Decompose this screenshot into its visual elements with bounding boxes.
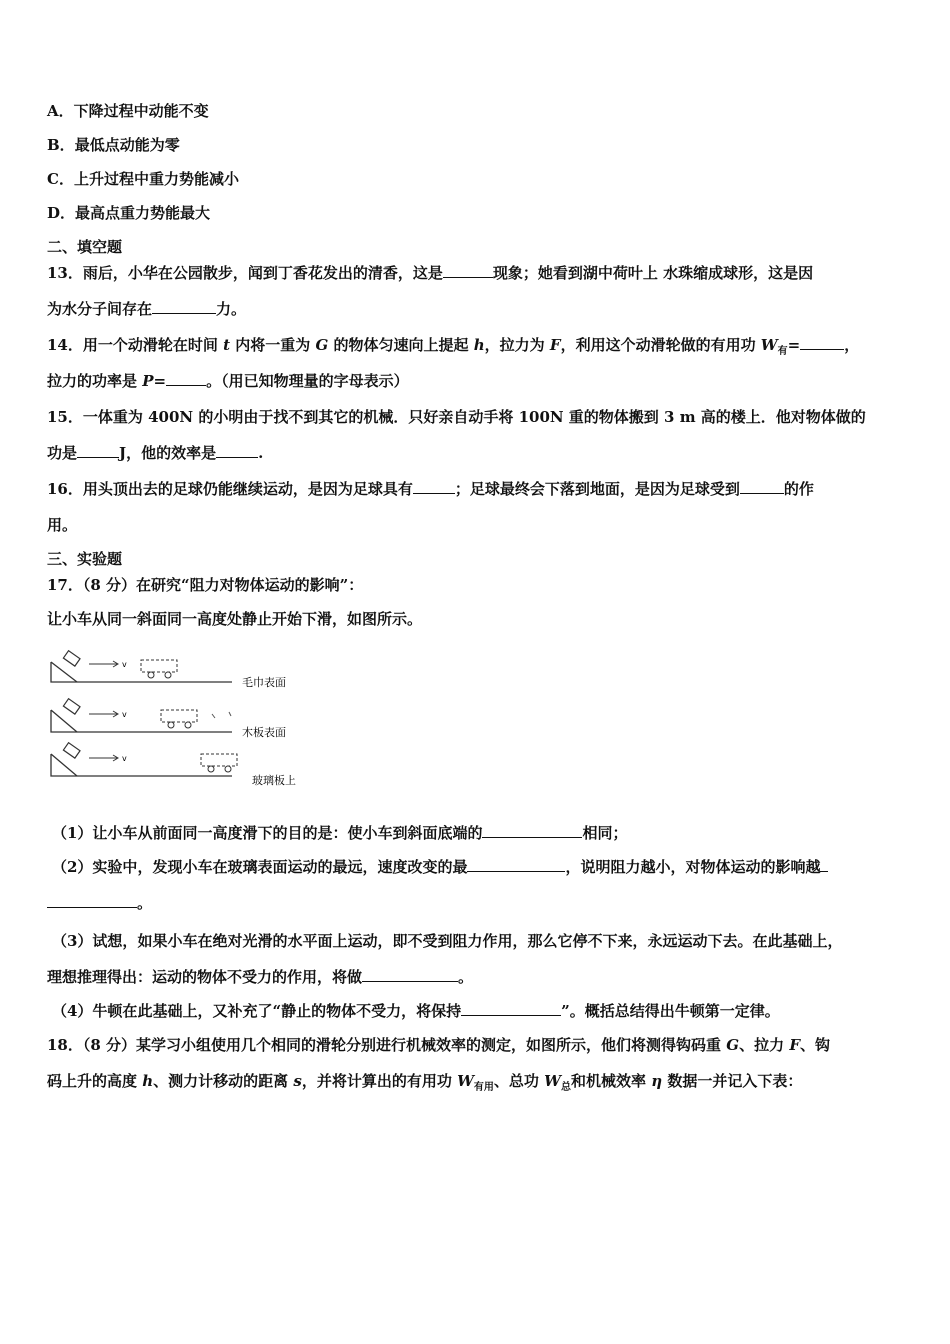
label-glass-surface: 玻璃板上	[252, 774, 296, 787]
cart-stop-position	[141, 660, 177, 672]
q17-blank2[interactable]	[467, 857, 565, 872]
q14-blank1[interactable]	[800, 335, 844, 350]
choice-b: B．最低点动能为零	[47, 136, 180, 154]
q17-blank3[interactable]	[47, 893, 137, 908]
cart-on-ramp	[63, 743, 80, 758]
q13-blank2[interactable]	[152, 299, 216, 314]
cart-on-ramp	[63, 651, 80, 666]
choice-c: C．上升过程中重力势能减小	[47, 170, 239, 188]
q16-blank1[interactable]	[413, 479, 455, 494]
q13-blank1[interactable]	[443, 263, 493, 278]
q17-blank3a[interactable]	[820, 857, 828, 872]
label-wood-surface: 木板表面	[242, 726, 286, 739]
q17-part2-cont: 。	[47, 892, 152, 914]
incline-experiment-figure	[47, 648, 327, 794]
section-experiment: 三、实验题	[47, 550, 123, 568]
section-fill-blank: 二、填空题	[47, 238, 123, 256]
q16-line2: 用。	[47, 516, 78, 534]
q17-blank5[interactable]	[461, 1001, 561, 1016]
velocity-label: v	[122, 710, 127, 719]
q16-blank2[interactable]	[740, 479, 784, 494]
setup-towel	[51, 651, 286, 689]
q18-line1: 18．（8 分）某学习小组使用几个相同的滑轮分别进行机械效率的测定，如图所示，他们将测得钩码重 G、拉力 F、钩	[47, 1036, 830, 1054]
q17-blank4[interactable]	[362, 967, 458, 982]
cart-on-ramp	[63, 699, 80, 714]
q17-part2: （2）实验中，发现小车在玻璃表面运动的最远，速度改变的最 ，说明阻力越小，对物体运动的影响越	[52, 856, 828, 878]
q14-blank2[interactable]	[166, 371, 206, 386]
velocity-label: v	[122, 754, 127, 763]
q14-line1: 14．用一个动滑轮在时间 t 内将一重为 G 的物体匀速向上提起 h，拉力为 F，利用这个动滑轮做的有用功 $W_有=$ ，	[47, 336, 860, 357]
cart-stop-position	[161, 710, 197, 722]
q17-intro: 让小车从同一斜面同一高度处静止开始下滑，如图所示。	[47, 610, 423, 628]
cart-stop-position	[201, 754, 237, 766]
q17-part3-cont: 理想推理得出：运动的物体不受力的作用，将做 。	[47, 968, 474, 986]
q17-title: 17．（8 分）在研究“阻力对物体运动的影响”：	[47, 576, 364, 594]
q17-part1: （1）让小车从前面同一高度滑下的目的是：使小车到斜面底端的 相同；	[52, 824, 628, 842]
q16-line1: 16．用头顶出去的足球仍能继续运动，是因为足球具有 ；足球最终会下落到地面，是因为足球受到 的作	[47, 480, 814, 498]
q15-line1: 15．一体重为 400N 的小明由于找不到其它的机械．只好亲自动手将 100N 重的物体搬到 3 m 高的楼上．他对物体做的	[47, 408, 866, 426]
q15-blank2[interactable]	[216, 443, 258, 458]
velocity-label: v	[122, 660, 127, 669]
q17-part4: （4）牛顿在此基础上，又补充了“静止的物体不受力，将保持 ”。概括总结得出牛顿第一定律。	[52, 1002, 780, 1020]
setup-wood	[51, 699, 286, 739]
choice-a: A．下降过程中动能不变	[47, 102, 209, 120]
q13-line1: 13．雨后，小华在公园散步，闻到丁香花发出的清香，这是 现象；她看到湖中荷叶上 水珠缩成球形，这是因	[47, 264, 814, 282]
q18-line2: 码上升的高度 h、测力计移动的距离 s，并将计算出的有用功 $W_{有用}$、总功 $W_总$和机械效率 η 数据一并记入下表：	[47, 1072, 803, 1093]
label-towel-surface: 毛巾表面	[242, 676, 286, 689]
q15-line2: 功是 J，他的效率是 .	[47, 444, 264, 462]
q15-blank1[interactable]	[77, 443, 119, 458]
choice-d: D．最高点重力势能最大	[47, 204, 211, 222]
q17-blank1[interactable]	[482, 823, 582, 838]
q13-line2: 为水分子间存在 力。	[47, 300, 247, 318]
setup-glass	[51, 743, 296, 787]
q14-line2: 拉力的功率是 P= 。（用已知物理量的字母表示）	[47, 372, 409, 390]
q17-part3: （3）试想，如果小车在绝对光滑的水平面上运动，即不受到阻力作用，那么它停不下来，永远运动下去。在此基础上，	[52, 932, 843, 950]
